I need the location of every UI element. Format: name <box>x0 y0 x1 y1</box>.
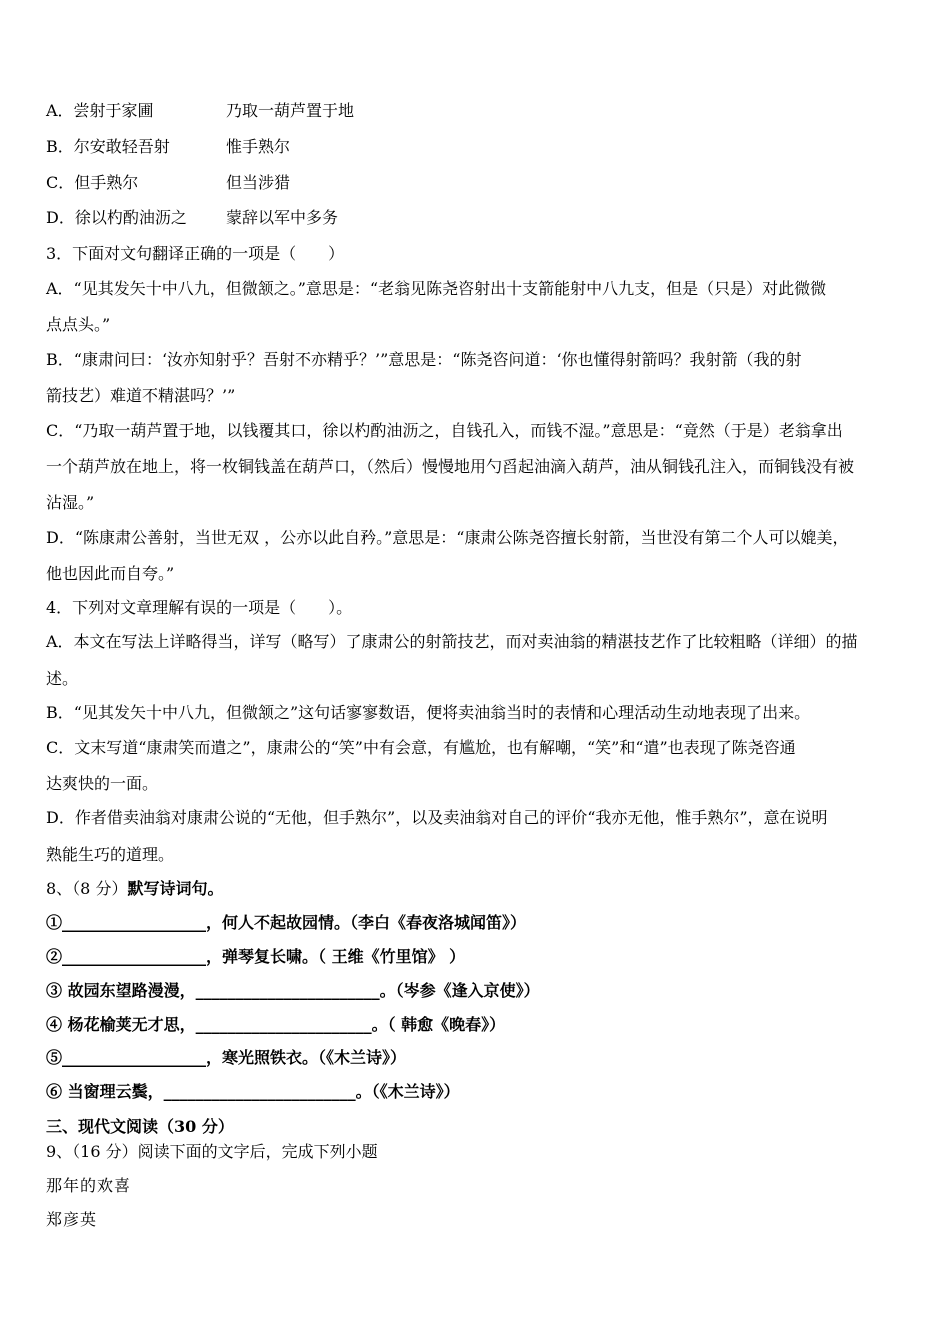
q3-option-b-line1: B．“康肃问曰：‘汝亦知射乎？吾射不亦精乎？’”意思是：“陈尧咨问道：‘你也懂得射箭吗？我射箭（我的射 <box>46 350 802 369</box>
q3-option-d-line2: 他也因此而自夸。” <box>46 564 175 583</box>
q2-option-c <box>46 173 291 193</box>
q3-stem: 3．下面对文句翻译正确的一项是（ ） <box>46 244 345 263</box>
q3-option-d-line1: D．“陈康肃公善射，当世无双 ，公亦以此自矜。”意思是：“康肃公陈尧咨擅长射箭，当世没有第二个人可以媲美， <box>46 528 849 547</box>
q8-line-5: ⑤__________________，寒光照铁衣。（《木兰诗》） <box>46 1048 407 1067</box>
q4-option-c-line2: 达爽快的一面。 <box>46 774 159 793</box>
q8-line-3: ③ 故园东望路漫漫，_______________________。（岑参《逢入京使》） <box>46 981 540 1000</box>
q2-option-d-left: D．徐以杓酌油沥之 <box>46 208 187 227</box>
q8-line-1: ①__________________，何人不起故园情。（李白《春夜洛城闻笛》） <box>46 913 527 932</box>
q8-line-6: ⑥ 当窗理云鬓，________________________。（《木兰诗》） <box>46 1082 460 1101</box>
q9-stem: 9、（16 分）阅读下面的文字后，完成下列小题 <box>46 1142 378 1161</box>
q3-option-c-line2: 一个葫芦放在地上，将一枚铜钱盖在葫芦口，（然后）慢慢地用勺舀起油滴入葫芦，油从铜钱孔注入，而铜钱没有被 <box>46 457 855 476</box>
q3-option-b-line2: 箭技艺）难道不精湛吗？’” <box>46 386 236 405</box>
q2-option-a-left: A．尝射于家圃 <box>46 101 154 120</box>
q3-option-a-line2: 点点头。” <box>46 315 111 334</box>
article-author: 郑彦英 <box>46 1210 98 1229</box>
q2-option-c-left: C．但手熟尔 <box>46 173 139 192</box>
q4-option-d-line2: 熟能生巧的道理。 <box>46 845 175 864</box>
q2-option-b <box>46 137 291 157</box>
q4-option-c-line1: C．文末写道“康肃笑而遣之”，康肃公的“笑”中有会意，有尴尬，也有解嘲，“笑”和“遣”也表现了陈尧咨通 <box>46 738 796 757</box>
q4-stem: 4．下列对文章理解有误的一项是（ ）。 <box>46 598 353 617</box>
q2-option-d-right: 蒙辞以军中多务 <box>226 208 339 227</box>
q2-option-c-right: 但当涉猎 <box>226 173 291 192</box>
q3-option-c-line3: 沾湿。” <box>46 493 95 512</box>
q3-option-c-line1: C．“乃取一葫芦置于地，以钱覆其口，徐以杓酌油沥之，自钱孔入，而钱不湿。”意思是：“竟然（于是）老翁拿出 <box>46 421 843 440</box>
q8-line-2: ②__________________，弹琴复长啸。（ 王维《竹里馆》 ） <box>46 947 466 966</box>
q4-option-a-line1: A．本文在写法上详略得当，详写（略写）了康肃公的射箭技艺，而对卖油翁的精湛技艺作了比较粗略（详细）的描 <box>46 632 858 651</box>
q8-stem-text: 默写诗词句。 <box>127 879 224 898</box>
q4-option-d-line1: D．作者借卖油翁对康肃公说的“无他，但手熟尔”，以及卖油翁对自己的评价“我亦无他，惟手熟尔”，意在说明 <box>46 808 828 827</box>
q8-stem-number: 8、（8 分） <box>46 879 128 898</box>
q2-option-a-right: 乃取一葫芦置于地 <box>226 101 355 120</box>
q4-option-b-line1: B．“见其发矢十中八九，但微颔之”这句话寥寥数语，便将卖油翁当时的表情和心理活动生动地表现了出来。 <box>46 703 811 722</box>
article-title: 那年的欢喜 <box>46 1176 132 1195</box>
q3-option-a-line1: A．“见其发矢十中八九，但微颔之。”意思是：“老翁见陈尧咨射出十支箭能射中八九支，但是（只是）对此微微 <box>46 279 827 298</box>
section-heading: 三、现代文阅读（30 分） <box>46 1117 234 1136</box>
q8-stem <box>46 879 223 899</box>
q8-line-4: ④ 杨花榆荚无才思，______________________。（ 韩愈《晚春》） <box>46 1015 506 1034</box>
q2-option-d <box>46 208 339 228</box>
q2-option-b-right: 惟手熟尔 <box>226 137 291 156</box>
q2-option-a <box>46 101 355 121</box>
q4-option-a-line2: 述。 <box>46 669 79 688</box>
q2-option-b-left: B．尔安敢轻吾射 <box>46 137 170 156</box>
